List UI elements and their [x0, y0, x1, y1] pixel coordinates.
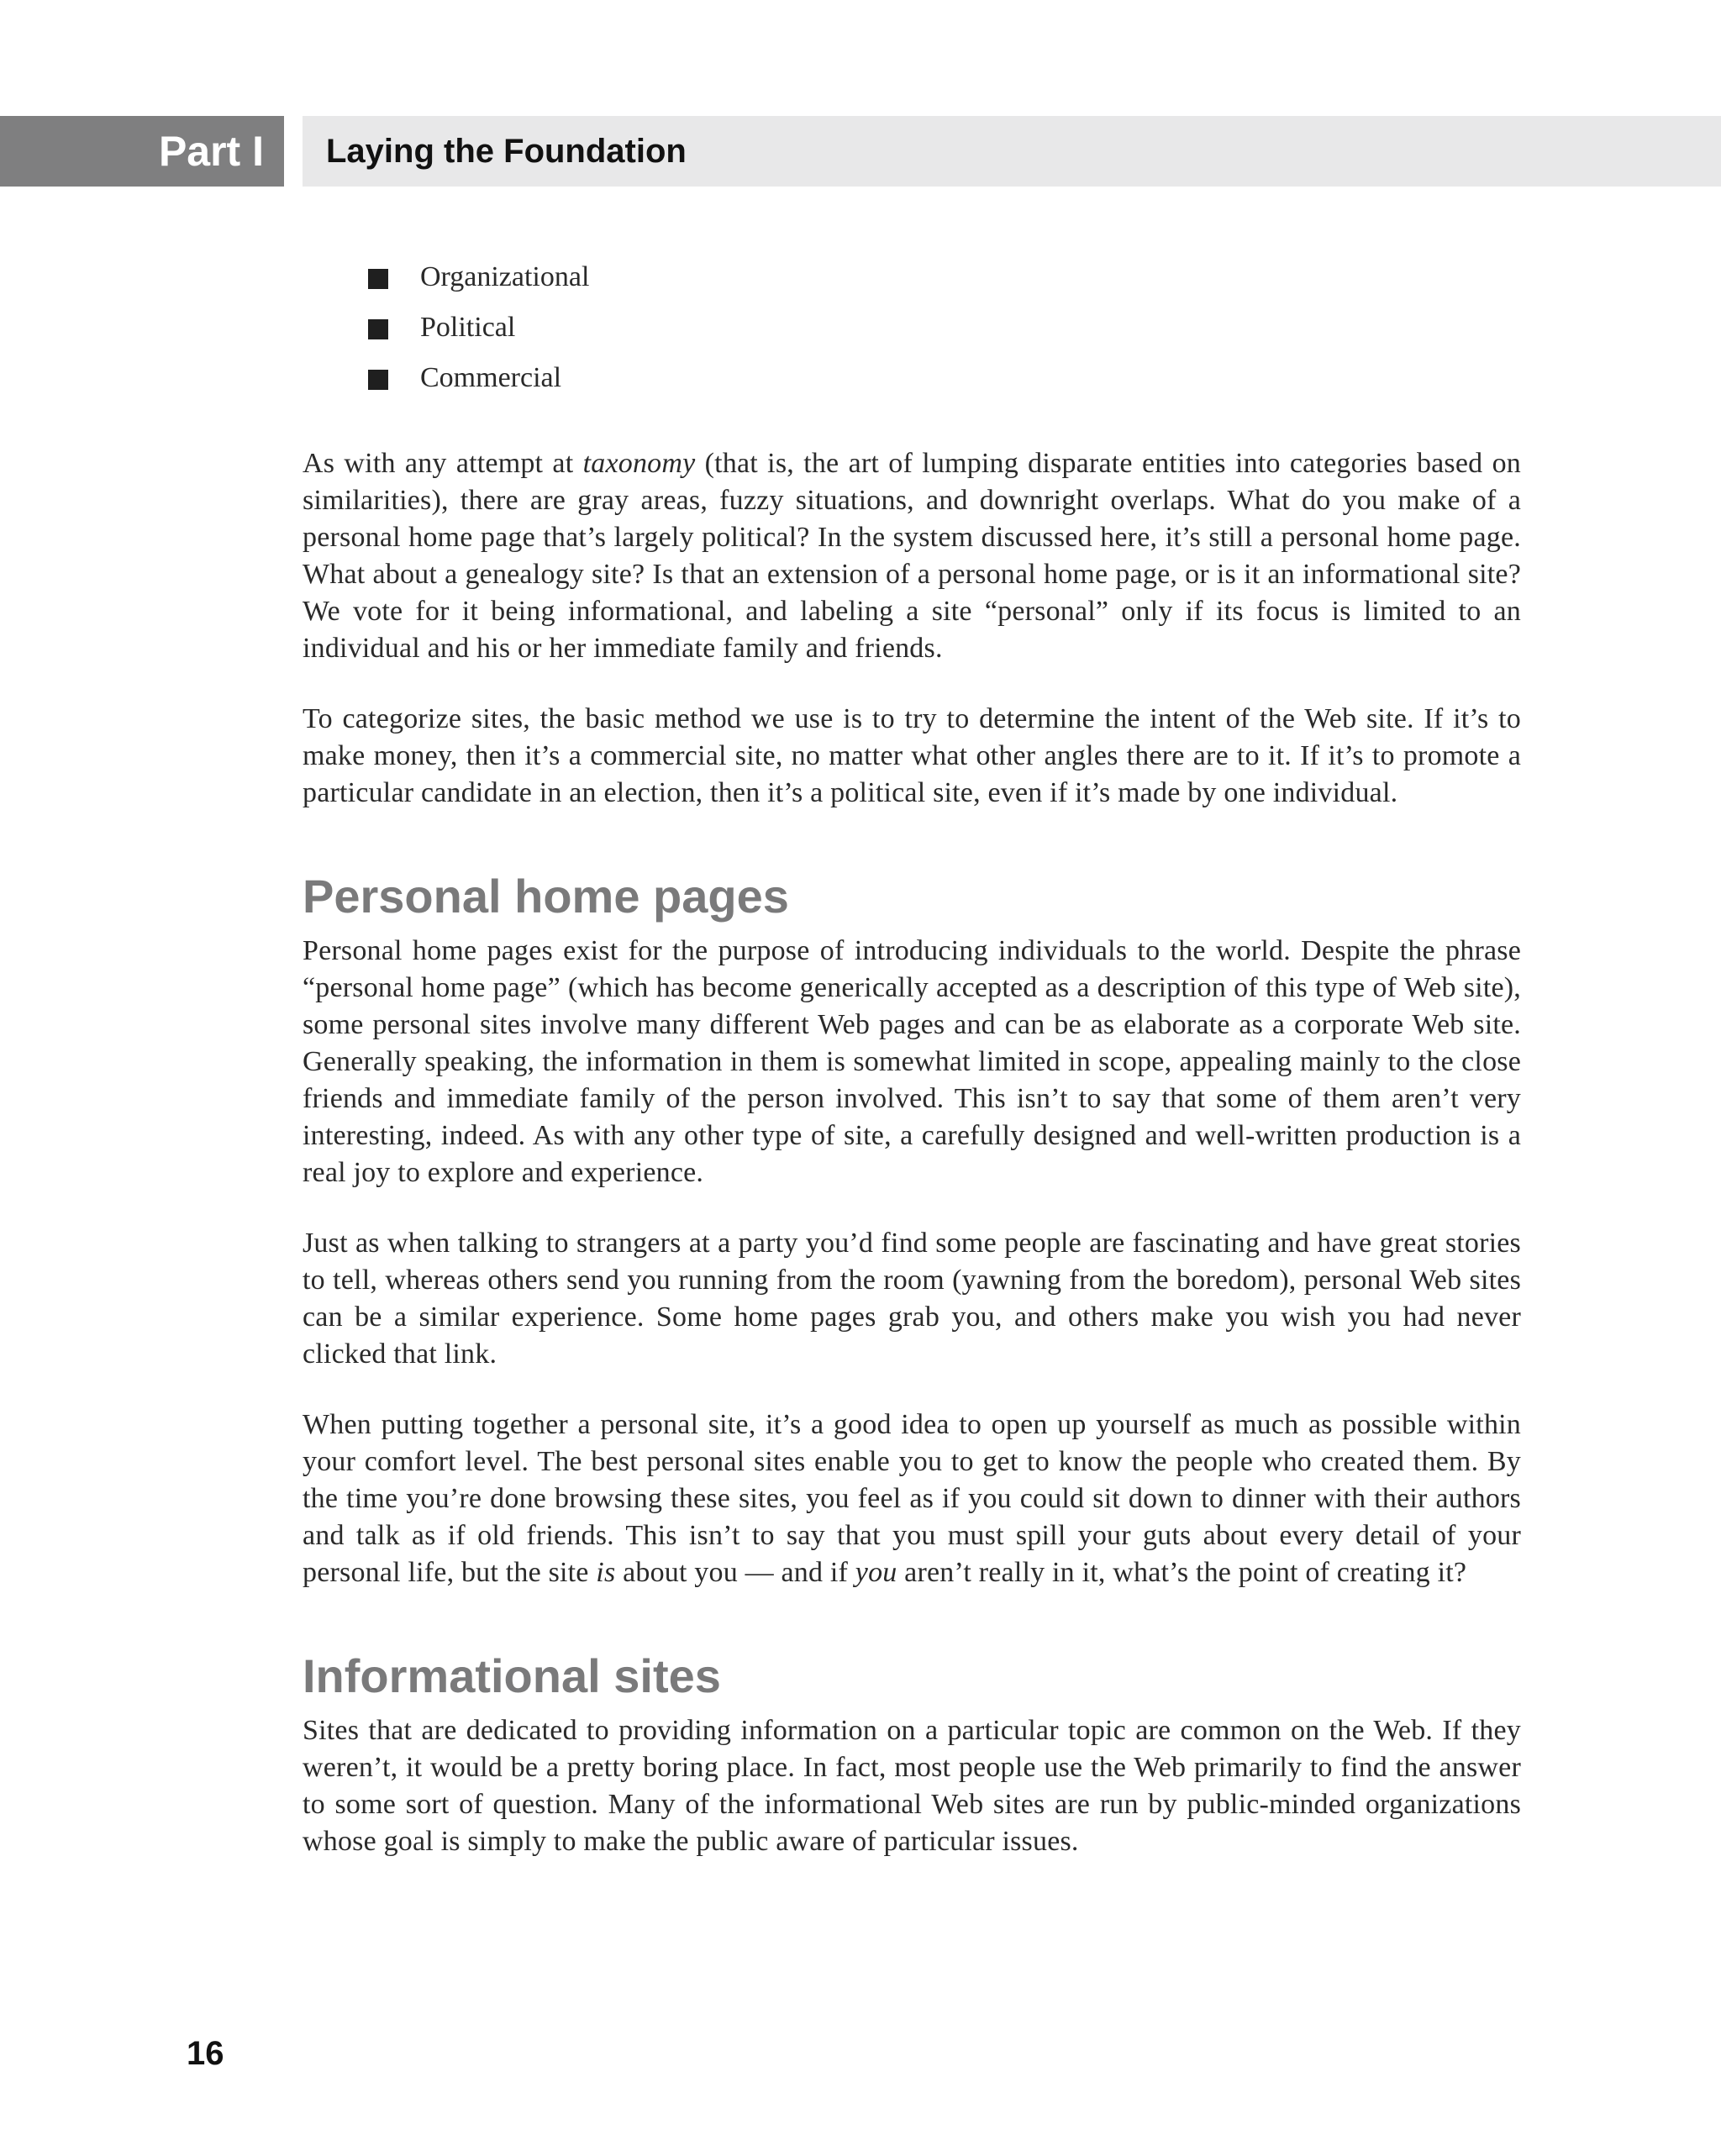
emphasis-word: you	[855, 1557, 897, 1588]
emphasis-term: taxonomy	[582, 448, 696, 479]
list-item-text: Political	[420, 312, 516, 343]
list-item-text: Organizational	[420, 261, 590, 292]
personal-paragraph-2: Just as when talking to strangers at a party you’d find some people are fascinating and have great stories to tell, whereas others send you running from the room (yawning from the boredom), personal Web sites can be a similar experience. Some home pages grab you, and others make you wish you had never clicked that link.	[303, 1228, 1521, 1370]
informational-paragraph-1: Sites that are dedicated to providing information on a particular topic are common on the Web. If they weren’t, it would be a pretty boring place. In fact, most people use the Web primarily to find the answer to some sort of question. Many of the informational Web sites are run by public-minded organizations whose goal is simply to make the public aware of particular issues.	[303, 1715, 1521, 1857]
personal-paragraph-3	[303, 1407, 1521, 1591]
intro-paragraph-1	[303, 445, 1521, 667]
list-item	[303, 252, 1521, 302]
bullet-list	[303, 252, 1521, 403]
square-bullet-icon	[368, 319, 388, 339]
chapter-title: Laying the Foundation	[326, 132, 687, 170]
page-number: 16	[187, 2035, 224, 2072]
text-run: When putting together a personal site, it’s a good idea to open up yourself as much as possible within your comfort level. The best personal sites enable you to get to know the people who created them. By the time you’re done browsing these sites, you feel as if you could sit down to dinner with their authors and talk as if old friends. This isn’t to say that you must spill your guts about every detail of your personal life, but the site	[303, 1409, 1521, 1588]
text-run: As with any attempt at	[303, 448, 583, 479]
list-item-text: Commercial	[420, 362, 562, 393]
text-run: (that is, the art of lumping disparate entities into categories based on similarities), there are gray areas, fuzzy situations, and downright overlaps. What do you make of a personal home page that’s largely political? In the system discussed here, it’s still a personal home page. What about a genealogy site? Is that an extension of a personal home page, or is it an informational site? We vote for it being informational, and labeling a site “personal” only if its focus is limited to an individual and his or her immediate family and friends.	[303, 448, 1521, 664]
list-item	[303, 353, 1521, 403]
square-bullet-icon	[368, 370, 388, 390]
personal-paragraph-1: Personal home pages exist for the purpose of introducing individuals to the world. Despite the phrase “personal home page” (which has become generically accepted as a description of this type of Web site), some personal sites involve many different Web pages and can be as elaborate as a corporate Web site. Generally speaking, the information in them is somewhat limited in scope, appealing mainly to the close friends and immediate family of the person involved. This isn’t to say that some of them aren’t very interesting, indeed. As with any other type of site, a carefully designed and well-written production is a real joy to explore and experience.	[303, 935, 1521, 1188]
chapter-title-bar	[303, 116, 1721, 187]
text-run: aren’t really in it, what’s the point of creating it?	[897, 1557, 1467, 1588]
text-run: about you — and if	[615, 1557, 855, 1588]
page-body	[303, 252, 1521, 1894]
section-heading-personal: Personal home pages	[303, 870, 789, 923]
part-label: Part I	[0, 116, 284, 187]
intro-paragraph-2: To categorize sites, the basic method we use is to try to determine the intent of the Web site. If it’s to make money, then it’s a commercial site, no matter what other angles there are to it. If it’s to promote a particular candidate in an election, then it’s a political site, even if it’s made by one individual.	[303, 703, 1521, 808]
section-heading-informational: Informational sites	[303, 1649, 721, 1702]
square-bullet-icon	[368, 269, 388, 289]
list-item	[303, 302, 1521, 353]
emphasis-word: is	[596, 1557, 616, 1588]
